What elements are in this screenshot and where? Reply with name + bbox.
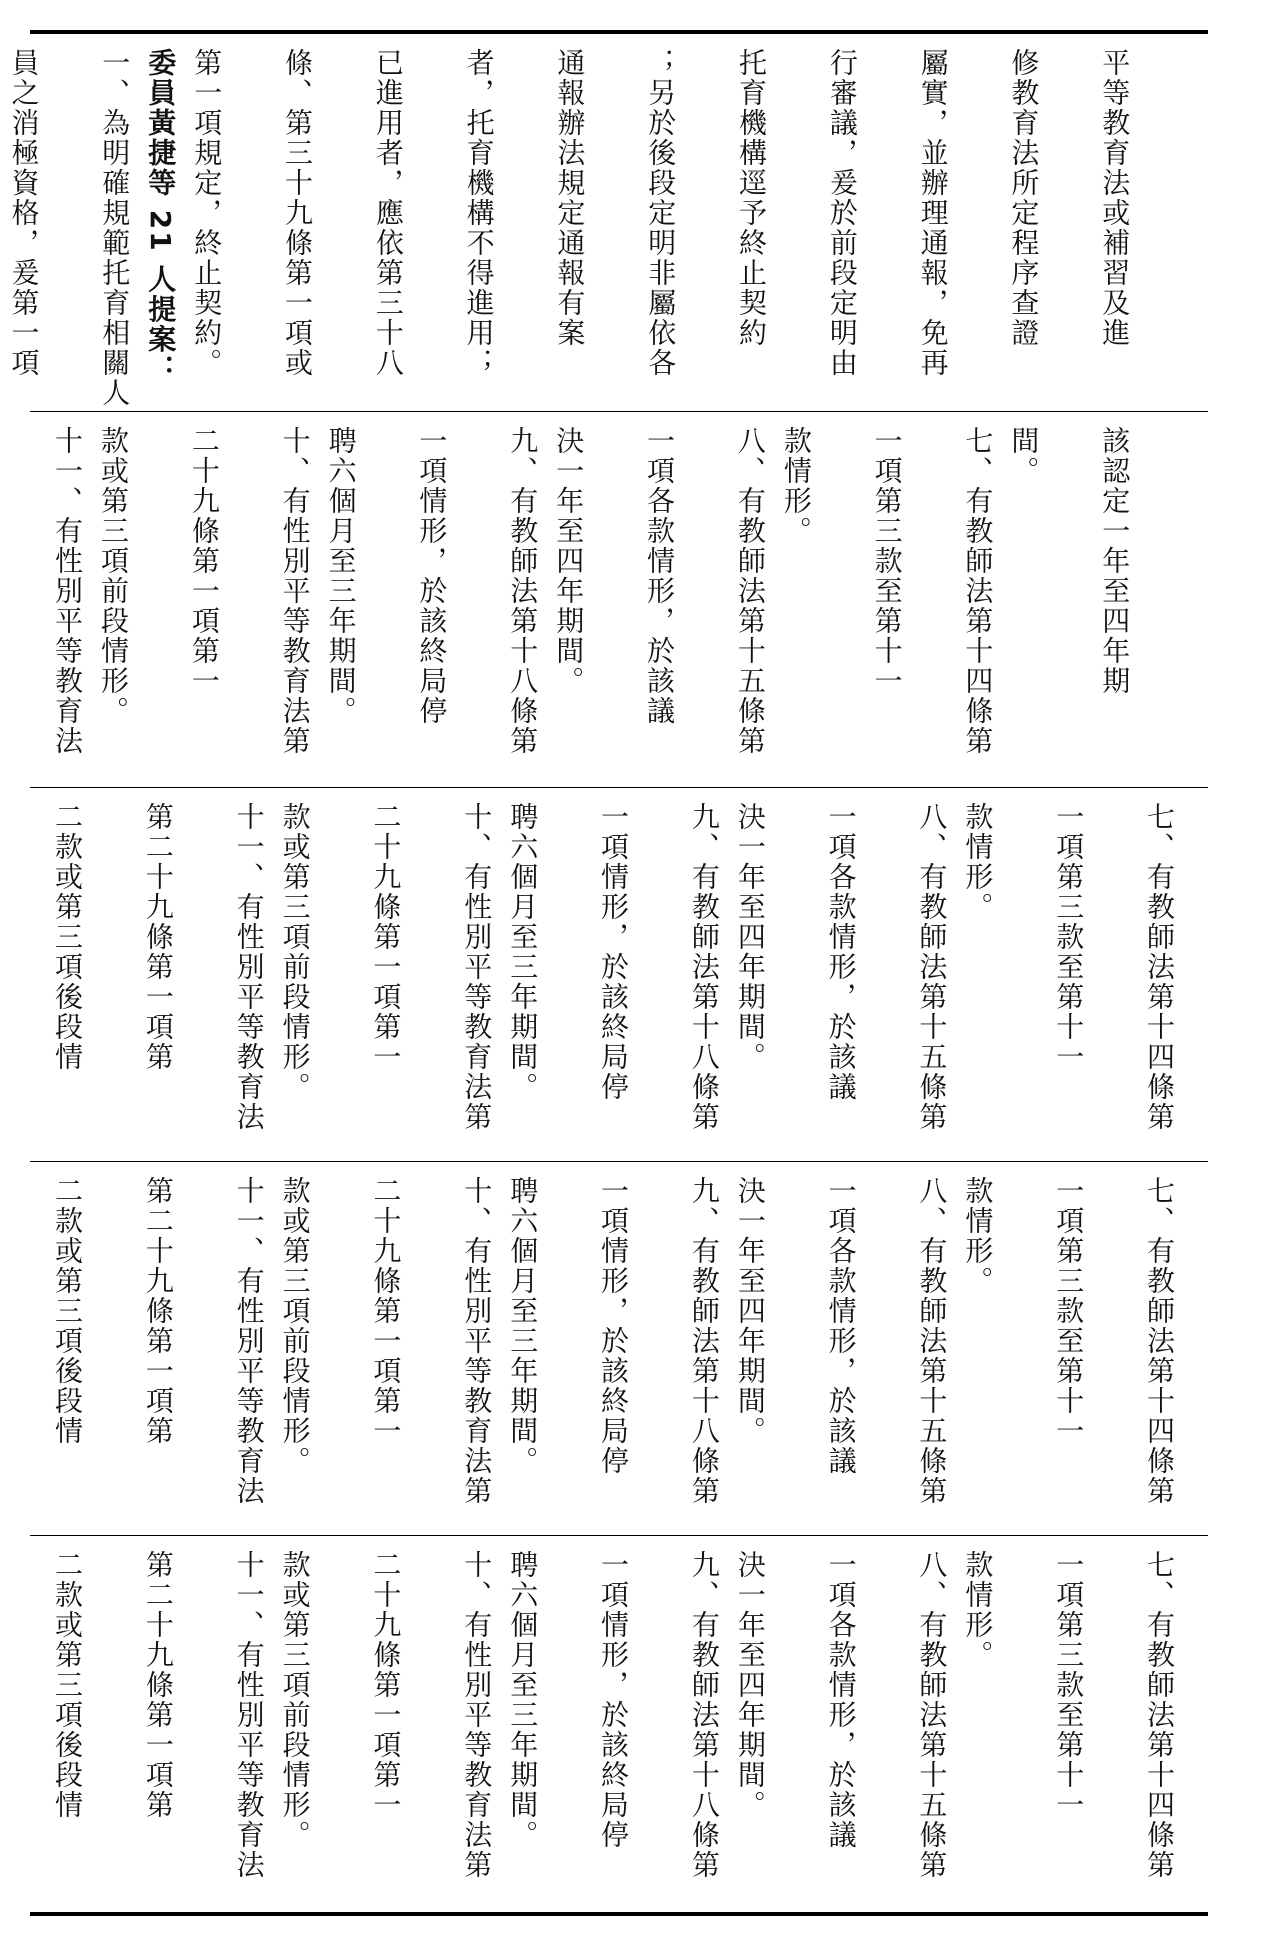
text-line: 九、有教師法第十八條第 [687, 802, 721, 1132]
text-line: 七、有教師法第十四條第 [961, 426, 995, 756]
text-line: 該認定一年至四年期 [1098, 426, 1132, 696]
table-cell-proposal-c [30, 1162, 1208, 1536]
text-line: 八、有教師法第十五條第 [915, 1550, 949, 1880]
text-line: 款或第三項前段情形。 [97, 426, 131, 726]
text-line: 屬實，並辦理通報，免再 [916, 48, 950, 378]
text-line [0, 1176, 44, 1525]
text-line: 八、有教師法第十五條第 [733, 426, 767, 756]
text-line: 員之消極資格，爰第一項 [7, 48, 41, 378]
text-line: 平等教育法或補習及進 [1098, 48, 1132, 348]
text-line [0, 1550, 44, 1902]
text-line: 十、有性別平等教育法第 [460, 1550, 494, 1880]
text-line: 二款或第三項後段情 [51, 802, 85, 1072]
text-line: 通報辦法規定通報有案 [553, 48, 587, 348]
text-line: 聘六個月至三年期間。 [506, 802, 540, 1102]
text-line: 聘六個月至三年期間。 [506, 1550, 540, 1850]
text-line: 一、為明確規範托育相關人 [98, 48, 132, 408]
text-line: 十、有性別平等教育法第 [460, 1176, 494, 1506]
text-line: 七、有教師法第十四條第 [1143, 802, 1176, 1132]
text-line: 款或第三項前段情形。 [278, 1550, 312, 1850]
text-line: 二十九條第一項第一 [369, 1550, 403, 1820]
text-line: 決一年至四年期間。 [733, 1176, 767, 1446]
text-line: 一項各款情形，於該議 [643, 426, 677, 726]
text-line: 二十九條第一項第一 [369, 1176, 403, 1446]
text-line: ；另於後段定明非屬依各 [644, 48, 678, 378]
text-line: 一項情形，於該終局停 [597, 1176, 631, 1476]
text-line: 行審議，爰於前段定明由 [825, 48, 859, 378]
text-line: 八、有教師法第十五條第 [915, 802, 949, 1132]
text-line: 一項第三款至第十一 [1052, 1550, 1086, 1820]
text-line: 八、有教師法第十五條第 [915, 1176, 949, 1506]
text-line: 十一、有性別平等教育法 [232, 802, 266, 1132]
text-line: 聘六個月至三年期間。 [324, 426, 358, 726]
text-line: 款情形。 [961, 802, 995, 922]
text-line: 第二十九條第一項第 [141, 1176, 175, 1446]
text-line: 決一年至四年期間。 [733, 802, 767, 1072]
table-cell-proposal-a [30, 412, 1208, 788]
text-line: 款情形。 [779, 426, 813, 546]
text-line: 修教育法所定程序查證 [1007, 48, 1041, 348]
table-cell-proposal-d [30, 1536, 1208, 1912]
text-line: 一項第三款至第十一 [1052, 1176, 1086, 1446]
text-line: 二款或第三項後段情 [51, 1550, 85, 1820]
text-line: 二十九條第一項第一 [369, 802, 403, 1072]
text-line: 款情形。 [961, 1550, 995, 1670]
text-line: 一項第三款至第十一 [1052, 802, 1086, 1072]
text-line: 者，托育機構不得進用； [462, 48, 496, 378]
text-line: 一項情形，於該終局停 [415, 426, 449, 726]
text-line: 決一年至四年期間。 [733, 1550, 767, 1820]
text-line: 九、有教師法第十八條第 [687, 1550, 721, 1880]
text-line: 二款或第三項後段情 [51, 1176, 85, 1446]
text-line: 款或第三項前段情形。 [278, 1176, 312, 1476]
text-line [0, 802, 44, 1151]
text-line: 已進用者，應依第三十八 [371, 48, 405, 378]
bottom-rule [30, 1912, 1208, 1916]
text-line: 決一年至四年期間。 [552, 426, 586, 696]
table-cell-proposal-b [30, 788, 1208, 1162]
text-line: 二十九條第一項第一 [187, 426, 221, 696]
table-cell-explanation [7, 34, 1208, 412]
text-line: 十、有性別平等教育法第 [460, 802, 494, 1132]
text-line: 第一項規定，終止契約。 [190, 48, 224, 378]
text-line: 一項各款情形，於該議 [824, 1176, 858, 1476]
text-line: 一項情形，於該終局停 [597, 802, 631, 1102]
text-line: 條、第三十九條第一項或 [281, 48, 315, 378]
text-line: 一項情形，於該終局停 [597, 1550, 631, 1850]
text-line: 一項第三款至第十一 [870, 426, 904, 696]
text-line: 十一、有性別平等教育法 [232, 1176, 266, 1506]
text-line: 間。 [1007, 426, 1041, 486]
text-line: 第二十九條第一項第 [141, 802, 175, 1072]
text-line: 托育機構逕予終止契約 [735, 48, 769, 348]
text-line: 一項各款情形，於該議 [824, 802, 858, 1102]
comparison-table [7, 34, 1208, 1912]
text-line: 九、有教師法第十八條第 [687, 1176, 721, 1506]
section-heading: 委員黃捷等 21 人提案： [144, 48, 178, 385]
text-line: 七、有教師法第十四條第 [1143, 1550, 1176, 1880]
text-line: 十、有性別平等教育法第 [278, 426, 312, 756]
text-line: 九、有教師法第十八條第 [506, 426, 540, 756]
text-line: 款或第三項前段情形。 [278, 802, 312, 1102]
text-line [0, 426, 44, 777]
text-line: 十一、有性別平等教育法 [51, 426, 85, 756]
text-line: 聘六個月至三年期間。 [506, 1176, 540, 1476]
text-line: 一項各款情形，於該議 [824, 1550, 858, 1850]
text-line: 十一、有性別平等教育法 [232, 1550, 266, 1880]
text-line: 款情形。 [961, 1176, 995, 1296]
text-line: 第二十九條第一項第 [141, 1550, 175, 1820]
text-line: 七、有教師法第十四條第 [1143, 1176, 1176, 1506]
